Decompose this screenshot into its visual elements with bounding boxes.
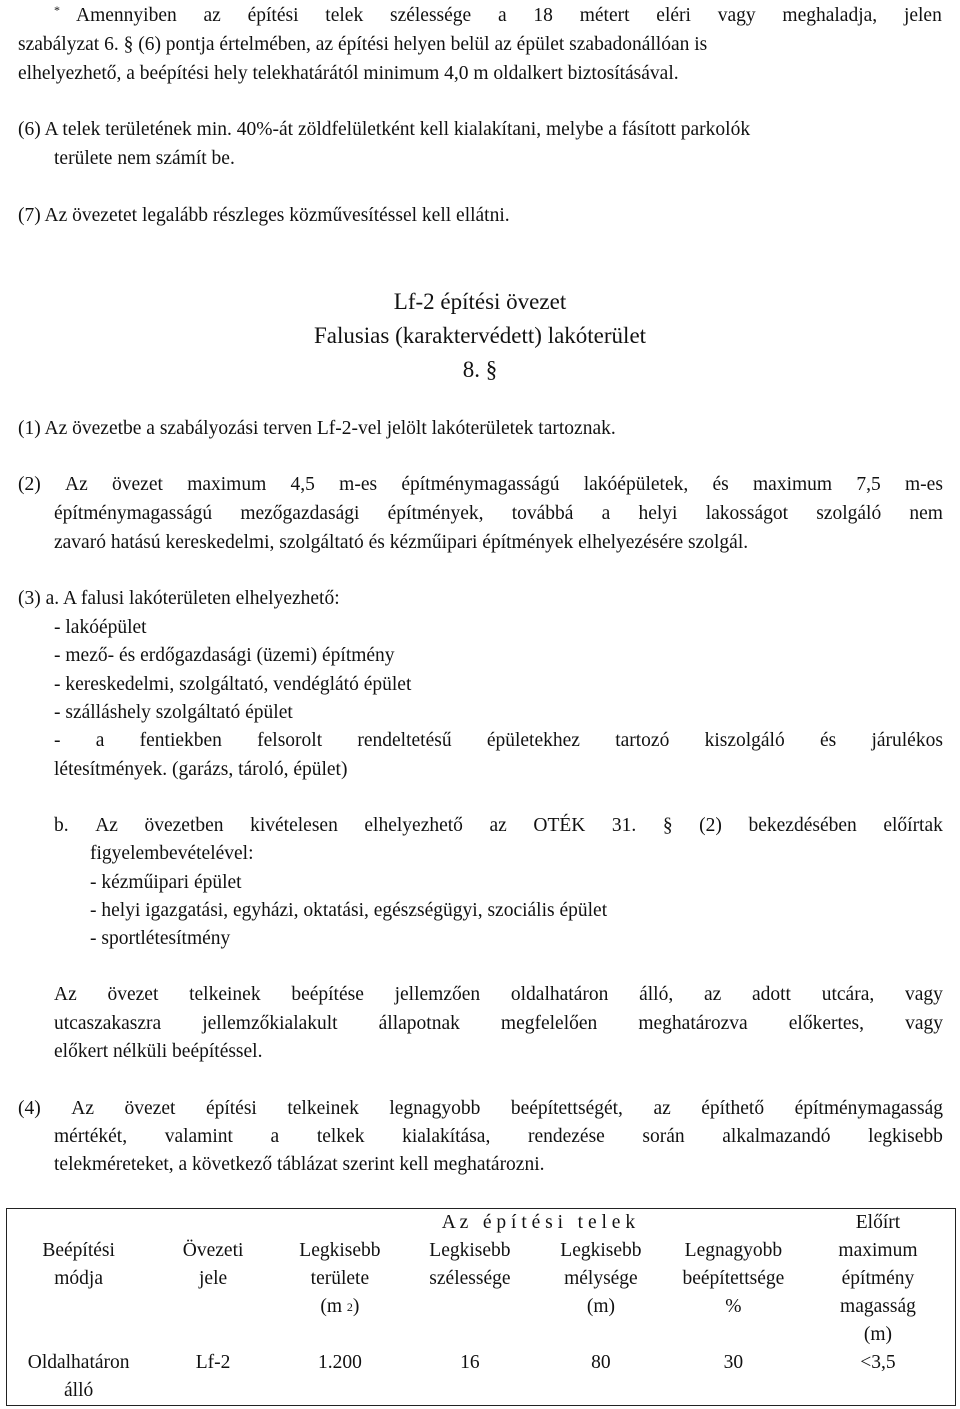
section-para-4-line-2 (54, 1125, 943, 1149)
cell-text: álló (64, 1380, 94, 1401)
word: Az (54, 984, 77, 1005)
word: (2) (18, 474, 41, 495)
cell-area: 1.200 (317, 1352, 362, 1373)
section-para-2-line-3: zavaró hatású kereskedelmi, szolgáltató és kézműipari építmények elhelyezésére szolgál. (54, 532, 749, 553)
word: legkisebb (868, 1126, 943, 1147)
list-item-long-line-2: létesítmények. (garázs, tároló, épület) (54, 759, 348, 780)
zone-subtitle: Falusias (karaktervédett) lakóterület (313, 323, 647, 348)
word: tartozó (615, 730, 670, 751)
header-text: módja (54, 1268, 103, 1289)
word: nem (909, 503, 943, 524)
word: építési (205, 1098, 257, 1119)
word: a (95, 730, 105, 751)
word: - (54, 730, 61, 751)
header-text: ) (352, 1296, 360, 1317)
para-6-line-2: területe nem számít be. (54, 148, 235, 169)
header-text: Legkisebb (429, 1240, 511, 1261)
word: utcára, (821, 984, 875, 1005)
word: a (601, 503, 611, 524)
word: bekezdésében (748, 815, 857, 836)
word: kivételesen (250, 815, 338, 836)
word: helyi (638, 503, 678, 524)
header-cell-method (7, 1209, 151, 1350)
cell-coverage: 30 (723, 1352, 744, 1373)
word: építménymagasság (794, 1098, 943, 1119)
word: Amennyiben (76, 5, 177, 26)
word: előkertes, (788, 1013, 865, 1034)
word: § (662, 815, 673, 836)
word: Az (95, 815, 118, 836)
word: Az (65, 474, 88, 495)
word: építménymagasságú (401, 474, 560, 495)
word: jellemzőkialakult (202, 1013, 338, 1034)
word: a (270, 1126, 280, 1147)
header-text: területe (310, 1268, 370, 1289)
cell-depth: 80 (591, 1352, 611, 1373)
word: és (712, 474, 729, 495)
list-item-long-line-1 (54, 729, 943, 753)
section-para-3b-line-1 (54, 814, 943, 838)
header-text: Beépítési (42, 1240, 115, 1261)
header-text: % (725, 1296, 742, 1317)
word: 18 (533, 5, 553, 26)
word: épületekhez (486, 730, 580, 751)
section-para-3c-line-2 (54, 1012, 943, 1036)
superscript: 2 (346, 1300, 353, 1314)
word: felsorolt (257, 730, 323, 751)
word: oldalhatáron (510, 984, 609, 1005)
word: telek (325, 5, 364, 26)
cell-group (276, 1349, 801, 1406)
header-text: (m (320, 1296, 343, 1317)
zone-title: Lf-2 építési övezet (393, 289, 567, 314)
header-group-label: A z é p í t é s i t e l e k (441, 1212, 636, 1233)
cell-method (7, 1349, 151, 1406)
word: során (642, 1126, 685, 1147)
word: övezetben (144, 815, 224, 836)
header-cell-zone (150, 1209, 276, 1350)
cell-height: <3,5 (860, 1352, 896, 1373)
word: vagy (905, 1013, 943, 1034)
header-cell-depth (536, 1237, 666, 1321)
header-text: (m) (586, 1296, 615, 1317)
header-text: Előírt (855, 1212, 901, 1233)
word: beépítettségét, (510, 1098, 623, 1119)
header-cell-height (801, 1209, 956, 1350)
zone-parameters-table (6, 1208, 956, 1406)
word: építhető (701, 1098, 765, 1119)
word: valamint (164, 1126, 233, 1147)
word: az (653, 1098, 671, 1119)
cell-text: Oldalhatáron (27, 1352, 130, 1373)
word: 31. (611, 815, 637, 836)
list-item: - kézműipari épület (90, 872, 242, 893)
header-text: (m) (863, 1324, 893, 1345)
list-item: - kereskedelmi, szolgáltató, vendéglátó épület (54, 674, 412, 695)
list-item: - lakóépület (54, 617, 147, 638)
word: járulékos (871, 730, 943, 751)
word: építménymagasságú (54, 503, 213, 524)
word: elhelyezhető (364, 815, 463, 836)
list-item: - helyi igazgatási, egyházi, oktatási, egészségügyi, szociális épület (90, 900, 608, 921)
intro-line-2: szabályzat 6. § (6) pontja értelmében, az építési helyen belül az épület szabadonállóan is (18, 34, 708, 55)
word: mezőgazdasági (240, 503, 360, 524)
word: 7,5 (856, 474, 881, 495)
word: övezet (107, 984, 159, 1005)
header-text: mélysége (564, 1268, 638, 1289)
para-6-line-1: (6) A telek területének min. 40%-át zöldfelületként kell kialakítani, melybe a fásított parkolók (18, 119, 751, 140)
word: rendezése (527, 1126, 605, 1147)
section-para-4-line-1 (18, 1097, 943, 1121)
header-unit (276, 1293, 404, 1321)
word: telkek (316, 1126, 365, 1147)
intro-line-3: elhelyezhető, a beépítési hely telekhatárától minimum 4,0 m oldalkert biztosításával. (18, 63, 679, 84)
header-text: Övezeti (182, 1240, 244, 1261)
word: maximum (753, 474, 833, 495)
word: építmények, (387, 503, 484, 524)
word: (4) (18, 1098, 41, 1119)
word: az (203, 5, 221, 26)
word: továbbá (511, 503, 574, 524)
word: maximum (187, 474, 267, 495)
section-para-3-heading: (3) a. A falusi lakóterületen elhelyezhető: (18, 588, 340, 609)
word: m-es (905, 474, 943, 495)
section-para-3c-line-1 (54, 983, 943, 1007)
word: az (489, 815, 507, 836)
word: mértékét, (54, 1126, 128, 1147)
section-number: 8. § (462, 357, 498, 382)
para-7: (7) Az övezetet legalább részleges közművesítéssel kell ellátni. (18, 205, 510, 226)
word: szolgáló (816, 503, 882, 524)
word: és (819, 730, 837, 751)
section-para-4-line-3: telekméreteket, a következő táblázat szerint kell meghatározni. (54, 1154, 545, 1175)
word: megfelelően (500, 1013, 598, 1034)
section-para-2-line-2 (54, 502, 943, 526)
section-para-1: (1) Az övezetbe a szabályozási terven Lf-2-vel jelölt lakóterületek tartoznak. (18, 418, 616, 439)
header-text: magasság (840, 1296, 916, 1317)
word: vagy (717, 5, 756, 26)
word: b. (54, 815, 69, 836)
header-text: szélessége (429, 1268, 511, 1289)
header-cell-width (404, 1237, 536, 1321)
header-text: Legkisebb (299, 1240, 381, 1261)
word: legnagyobb (389, 1098, 481, 1119)
word: lakóépületek, (583, 474, 689, 495)
header-text: maximum (838, 1240, 918, 1261)
word: lakosságot (705, 503, 789, 524)
word: beépítése (291, 984, 364, 1005)
list-item: - sportlétesítmény (90, 928, 231, 949)
word: álló, (639, 984, 674, 1005)
word: métert (579, 5, 630, 26)
header-group-plot (276, 1209, 801, 1350)
word: övezet (112, 474, 163, 495)
cell-zone: Lf-2 (195, 1352, 231, 1373)
word: Az (71, 1098, 95, 1119)
word: építési (247, 5, 299, 26)
word: rendeltetésű (357, 730, 452, 751)
header-cell-coverage (666, 1237, 801, 1321)
table-header-row (7, 1209, 956, 1350)
word: alkalmazandó (722, 1126, 831, 1147)
intro-line-1 (76, 4, 942, 28)
word: utcaszakaszra (54, 1013, 162, 1034)
word: OTÉK (533, 815, 586, 836)
header-cell-area (276, 1237, 404, 1321)
table-row (7, 1349, 956, 1406)
word: jelen (903, 5, 942, 26)
cell-width: 16 (460, 1352, 480, 1373)
word: kialakítása, (402, 1126, 491, 1147)
word: meghaladja, (782, 5, 878, 26)
word: szélessége (389, 5, 472, 26)
word: vagy (904, 984, 943, 1005)
word: előírtak (883, 815, 943, 836)
word: a (497, 5, 507, 26)
word: fentiekben (139, 730, 222, 751)
word: m-es (339, 474, 378, 495)
word: övezet (124, 1098, 176, 1119)
word: eléri (656, 5, 691, 26)
list-item: - mező- és erdőgazdasági (üzemi) építmény (54, 645, 395, 666)
word: telkeinek (287, 1098, 359, 1119)
footnote-mark: * (54, 3, 60, 17)
header-text: építmény (841, 1268, 915, 1289)
word: adott (751, 984, 791, 1005)
word: telkeinek (189, 984, 261, 1005)
header-text: Legnagyobb (684, 1240, 783, 1261)
header-text: beépítettsége (682, 1268, 785, 1289)
header-text: Legkisebb (560, 1240, 642, 1261)
word: jellemzően (394, 984, 481, 1005)
word: az (703, 984, 722, 1005)
list-item: - szálláshely szolgáltató épület (54, 702, 293, 723)
word: állapotnak (378, 1013, 460, 1034)
section-para-3c-line-3: előkert nélküli beépítéssel. (54, 1041, 263, 1062)
word: meghatározva (638, 1013, 748, 1034)
section-para-2-line-1 (18, 473, 943, 497)
header-text: jele (199, 1268, 228, 1289)
word: kiszolgáló (704, 730, 785, 751)
word: (2) (699, 815, 722, 836)
section-para-3b-line-2: figyelembevételével: (90, 843, 254, 864)
word: 4,5 (290, 474, 315, 495)
